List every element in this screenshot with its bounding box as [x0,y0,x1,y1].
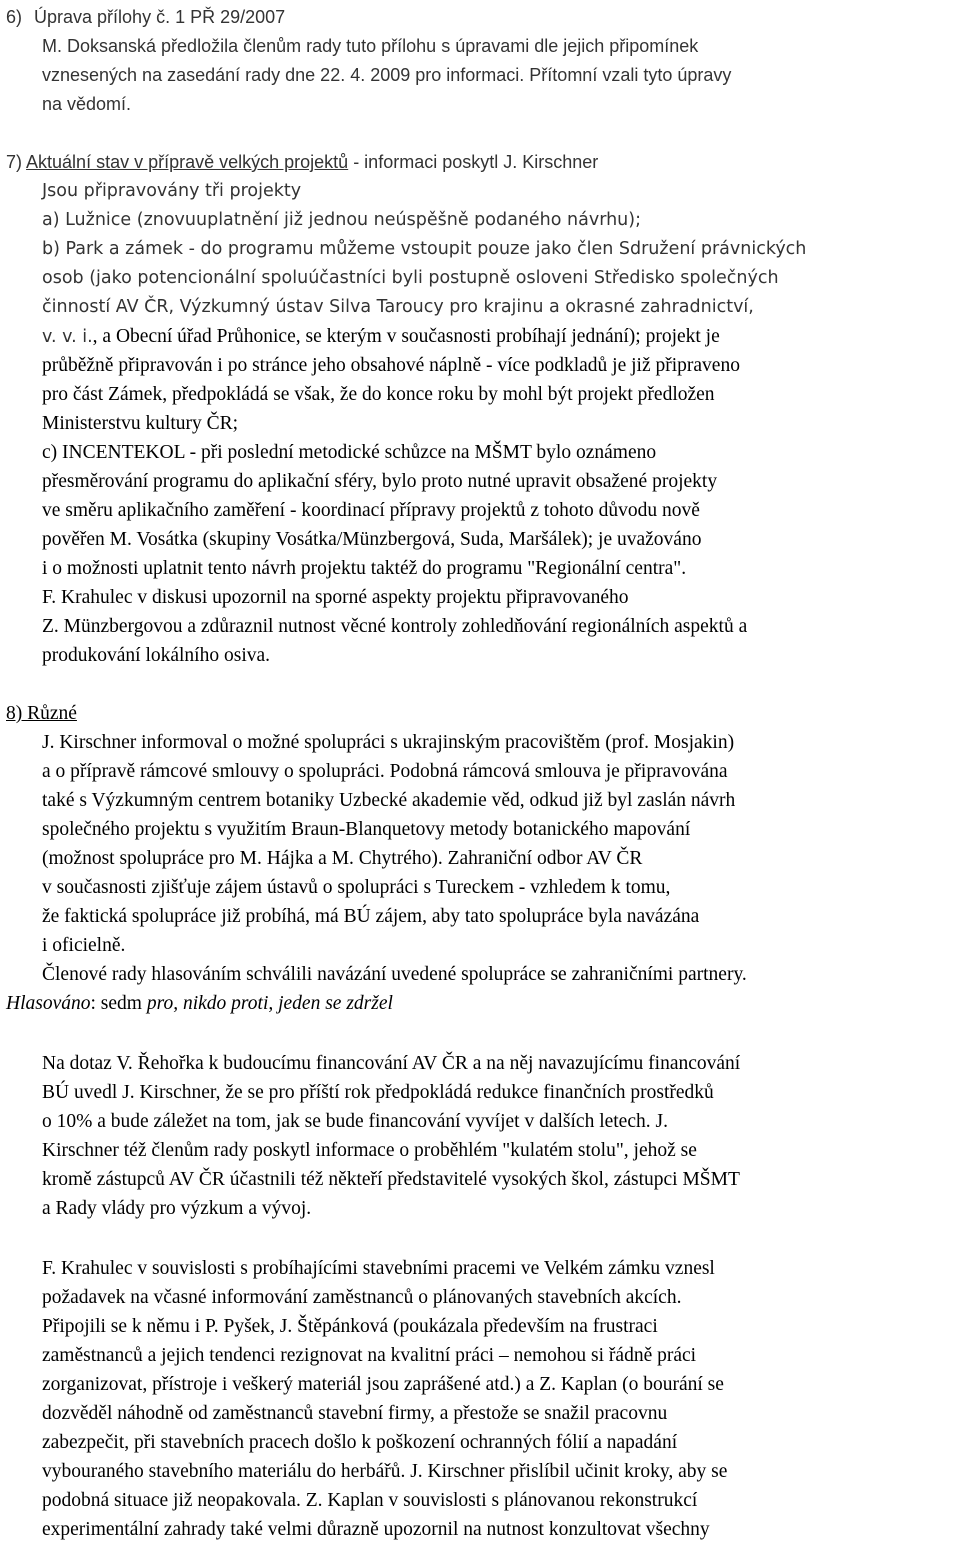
paragraph-line: Na dotaz V. Řehořka k budoucímu financování AV ČR a na něj navazujícímu financování [42,1053,741,1074]
section-7-line-rest: , a Obecní úřad Průhonice, se kterým v současnosti probíhají jednání); projekt je [92,326,720,347]
section-8-heading: 8) Různé [6,703,77,724]
section-7-line: přesměrování programu do aplikační sféry, bylo proto nutné upravit obsažené projekty [42,471,718,492]
section-7-line: Ministerstvu kultury ČR; [42,413,239,434]
section-7-line: osob (jako potencionální spoluúčastníci byli postupně osloveni Středisko společných [42,268,779,288]
section-7-line: i o možnosti uplatnit tento návrh projektu taktéž do programu "Regionální centra". [42,558,687,579]
paragraph-line: Kirschner též členům rady poskytl informace o proběhlém "kulatém stolu", jehož se [42,1140,697,1161]
section-7-line: a) Lužnice (znovuuplatnění již jednou neúspěšně podaného návrhu); [42,210,641,230]
vote-colon: : sedm [90,993,147,1014]
vote-label: Hlasováno [6,993,91,1014]
section-7-line: F. Krahulec v diskusi upozornil na sporné aspekty projektu připravovaného [42,587,629,608]
vote-result-line [6,989,393,1018]
section-7-mixed-line [42,322,720,352]
paragraph-line: vybouraného stavebního materiálu do herbářů. J. Kirschner přislíbil učinit kroky, aby se [42,1461,728,1482]
section-6-heading [6,3,285,32]
section-7-line: Z. Münzbergovou a zdůraznil nutnost věcné kontroly zohledňování regionálních aspektů a [42,616,748,637]
paragraph-line: o 10% a bude záležet na tom, jak se bude financování vyvíjet v dalších letech. J. [42,1111,668,1132]
paragraph-line: podobná situace již neopakovala. Z. Kaplan v souvislosti s plánovanou rekonstrukcí [42,1490,698,1511]
section-7-line: c) INCENTEKOL - při poslední metodické schůzce na MŠMT bylo oznámeno [42,442,657,463]
paragraph-line: zabezpečit, při stavebních pracech došlo k poškození ochranných fólií a napadání [42,1432,678,1453]
section-7-heading [6,148,598,177]
paragraph-line: zaměstnanců a jejich tendenci rezignovat na kvalitní práci – nemohou si řádně práci [42,1345,697,1366]
section-8-line: a o přípravě rámcové smlouvy o spolupráci. Podobná rámcová smlouva je připravována [42,761,728,782]
section-7-line: ve směru aplikačního zaměření - koordinací přípravy projektů z tohoto důvodu nově [42,500,700,521]
section-8-line: také s Výzkumným centrem botaniky Uzbecké akademie věd, odkud již byl zaslán návrh [42,790,736,811]
section-6-title: Úprava přílohy č. 1 PŘ 29/2007 [34,7,286,27]
section-8-line: (možnost spolupráce pro M. Hájka a M. Chytrého). Zahraniční odbor AV ČR [42,848,643,869]
section-6-line: na vědomí. [42,94,132,114]
paragraph-line: zorganizovat, přístroje i veškerý materiál jsou zaprášené atd.) a Z. Kaplan (o bourání se [42,1374,724,1395]
section-7-line: průběžně připravován i po stránce jeho obsahové náplně - více podkladů je již připraveno [42,355,740,376]
section-8-line: společného projektu s využitím Braun-Blanquetovy metody botanického mapování [42,819,691,840]
section-7-title: Aktuální stav v přípravě velkých projektů [26,152,349,172]
section-7-presenter: - informaci poskytl J. Kirschner [348,152,599,172]
section-6-line: M. Doksanská předložila členům rady tuto přílohu s úpravami dle jejich připomínek [42,36,699,56]
paragraph-line: požadavek na včasné informování zaměstnanců o plánovaných stavebních akcích. [42,1287,682,1308]
section-7-line: pověřen M. Vosátka (skupiny Vosátka/Münzbergová, Suda, Maršálek); je uvažováno [42,529,702,550]
section-8-line: v současnosti zjišťuje zájem ústavů o spolupráci s Tureckem - vzhledem k tomu, [42,877,671,898]
paragraph-line: BÚ uvedl J. Kirschner, že se pro příští rok předpokládá redukce finančních prostředků [42,1082,714,1103]
section-7-line: produkování lokálního osiva. [42,645,271,666]
paragraph-line: experimentální zahrady také velmi důrazně upozornil na nutnost konzultovat všechny [42,1519,710,1540]
section-6-line: vznesených na zasedání rady dne 22. 4. 2009 pro informaci. Přítomní vzali tyto úpravy [42,65,732,85]
section-7-number: 7) [6,152,23,172]
section-8-line: i oficielně. [42,935,126,956]
paragraph-line: kromě zástupců AV ČR účastnili též někteří představitelé vysokých škol, zástupci MŠMT [42,1169,740,1190]
section-6-number: 6) [6,7,23,27]
section-8-line: Členové rady hlasováním schválili navázání uvedené spolupráce se zahraničními partnery. [42,964,747,985]
section-7-line: činností AV ČR, Výzkumný ústav Silva Taroucy pro krajinu a okrasné zahradnictví, [42,297,754,317]
section-8-line: že faktická spolupráce již probíhá, má BÚ zájem, aby tato spolupráce byla navázána [42,906,700,927]
paragraph-line: F. Krahulec v souvislosti s probíhajícími stavebními pracemi ve Velkém zámku vznesl [42,1258,715,1279]
paragraph-line: dozvěděl náhodně od zaměstnanců stavební firmy, a přestože se snažil pracovnu [42,1403,668,1424]
section-7-line: Jsou připravovány tři projekty [42,181,302,201]
section-7-line: b) Park a zámek - do programu můžeme vstoupit pouze jako člen Sdružení právnických [42,239,807,259]
vote-result: pro, nikdo proti, jeden se zdržel [146,993,393,1014]
paragraph-line: Připojili se k němu i P. Pyšek, J. Štěpánková (poukázala především na frustraci [42,1316,658,1337]
section-7-vvi: v. v. i. [42,327,93,347]
paragraph-line: a Rady vlády pro výzkum a vývoj. [42,1198,312,1219]
section-7-line: pro část Zámek, předpokládá se však, že do konce roku by mohl být projekt předložen [42,384,715,405]
section-8-line: J. Kirschner informoval o možné spolupráci s ukrajinským pracovištěm (prof. Mosjakin) [42,732,735,753]
